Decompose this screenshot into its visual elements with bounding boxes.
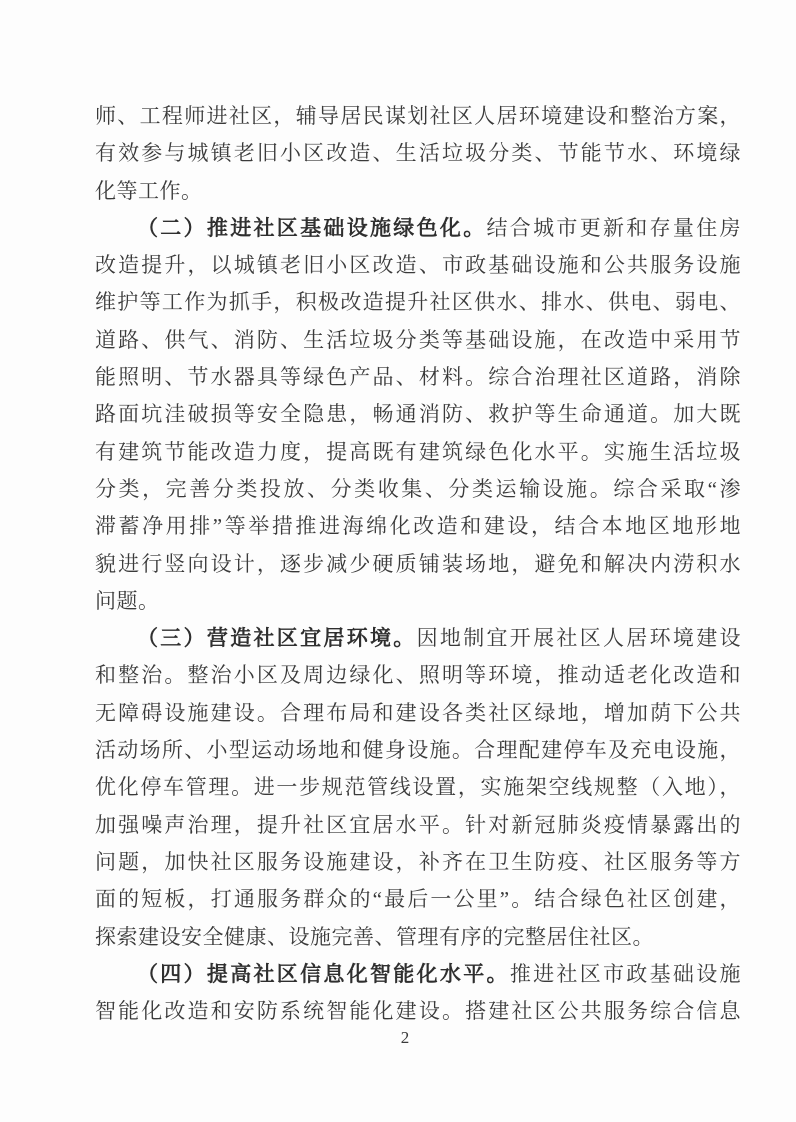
line-text: 智能化改造和安防系统智能化建设。搭建社区公共服务综合信息 — [95, 999, 741, 1024]
doc-line — [95, 173, 741, 210]
doc-line — [95, 919, 741, 956]
line-text: 和整治。整治小区及周边绿化、照明等环境，推动适老化改造和 — [95, 663, 741, 688]
line-text: 问题，加快社区服务设施建设，补齐在卫生防疫、社区服务等方 — [95, 849, 741, 874]
doc-line — [95, 284, 741, 321]
doc-line — [95, 881, 741, 918]
line-text: 化等工作。 — [95, 178, 203, 203]
line-text: 无障碍设施建设。合理布局和建设各类社区绿地，增加荫下公共 — [95, 700, 741, 725]
line-text: 貌进行竖向设计，逐步减少硬质铺装场地，避免和解决内涝积水 — [95, 551, 741, 576]
line-text: 探索建设安全健康、设施完善、管理有序的完整居住社区。 — [95, 924, 654, 949]
doc-line — [95, 359, 741, 396]
doc-line — [95, 956, 741, 993]
doc-line — [95, 807, 741, 844]
line-text: 分类，完善分类投放、分类收集、分类运输设施。综合采取“渗 — [95, 476, 741, 501]
line-text: 有效参与城镇老旧小区改造、生活垃圾分类、节能节水、环境绿 — [95, 141, 741, 166]
line-text: 滞蓄净用排”等举措推进海绵化改造和建设，结合本地区地形地 — [95, 514, 741, 539]
doc-line — [95, 993, 741, 1030]
doc-line — [95, 396, 741, 433]
section-heading: （二）推进社区基础设施绿色化。 — [137, 215, 487, 240]
doc-line — [95, 210, 741, 247]
doc-line — [95, 732, 741, 769]
doc-line — [95, 583, 741, 620]
doc-line — [95, 471, 741, 508]
doc-line — [95, 247, 741, 284]
section-heading: （三）营造社区宜居环境。 — [137, 626, 417, 651]
line-text: 推进社区市政基础设施 — [509, 961, 742, 986]
doc-line — [95, 135, 741, 172]
doc-line — [95, 322, 741, 359]
line-text: 加强噪声治理，提升社区宜居水平。针对新冠肺炎疫情暴露出的 — [95, 812, 741, 837]
line-text: 面的短板，打通服务群众的“最后一公里”。结合绿色社区创建， — [95, 887, 741, 912]
line-text: 活动场所、小型运动场地和健身设施。合理配建停车及充电设施， — [95, 738, 741, 763]
line-text: 能照明、节水器具等绿色产品、材料。综合治理社区道路，消除 — [95, 365, 741, 390]
line-text: 因地制宜开展社区人居环境建设 — [416, 626, 742, 651]
line-text: 路面坑洼破损等安全隐患，畅通消防、救护等生命通道。加大既 — [95, 402, 741, 427]
doc-line — [95, 546, 741, 583]
doc-line — [95, 657, 741, 694]
doc-line — [95, 98, 741, 135]
doc-line — [95, 695, 741, 732]
doc-line — [95, 434, 741, 471]
line-text: 结合城市更新和存量住房 — [486, 215, 741, 240]
line-text: 师、工程师进社区，辅导居民谋划社区人居环境建设和整治方案， — [95, 104, 741, 128]
page-number: 2 — [400, 1028, 410, 1047]
doc-line — [95, 844, 741, 881]
line-text: 问题。 — [95, 588, 160, 613]
line-text: 道路、供气、消防、生活垃圾分类等基础设施，在改造中采用节 — [95, 327, 741, 352]
line-text: 维护等工作为抓手，积极改造提升社区供水、排水、供电、弱电、 — [95, 290, 741, 315]
doc-line — [95, 769, 741, 806]
doc-line — [95, 508, 741, 545]
section-heading: （四）提高社区信息化智能化水平。 — [137, 961, 510, 986]
line-text: 改造提升，以城镇老旧小区改造、市政基础设施和公共服务设施 — [95, 253, 741, 278]
line-text: 有建筑节能改造力度，提高既有建筑绿色化水平。实施生活垃圾 — [95, 439, 741, 464]
doc-line — [95, 620, 741, 657]
document-page-body — [95, 98, 741, 1030]
line-text: 优化停车管理。进一步规范管线设置，实施架空线规整（入地）， — [95, 775, 741, 800]
